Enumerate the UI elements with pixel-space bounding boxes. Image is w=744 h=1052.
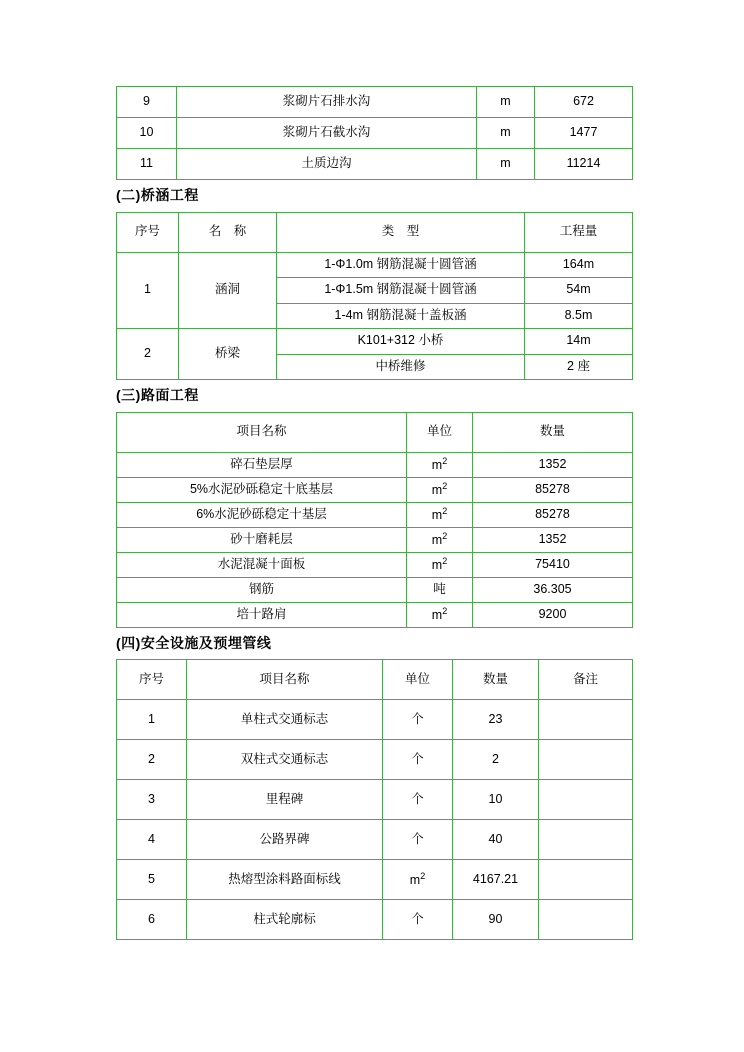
cell-qty: 36.305 — [473, 577, 633, 602]
table-row — [117, 602, 633, 627]
cell-qty: 1352 — [473, 452, 633, 477]
cell-name: 双柱式交通标志 — [187, 740, 383, 780]
cell-unit: $m^2$ — [407, 452, 473, 477]
cell-name: 公路界碑 — [187, 820, 383, 860]
cell-name: 碎石垫层厚 — [117, 452, 407, 477]
cell-unit: $m^2$ — [383, 860, 453, 900]
cell-name: 柱式轮廓标 — [187, 900, 383, 940]
table-row — [117, 577, 633, 602]
header-cell: 类 型 — [277, 212, 525, 252]
cell-qty: 11214 — [535, 149, 633, 180]
header-cell: 项目名称 — [187, 660, 383, 700]
cell-qty: 672 — [535, 87, 633, 118]
safety-table — [116, 659, 633, 940]
cell-remark — [539, 900, 633, 940]
drainage-table — [116, 86, 633, 180]
cell-name: 里程碑 — [187, 780, 383, 820]
table-row — [117, 329, 633, 355]
header-cell: 备注 — [539, 660, 633, 700]
table-row — [117, 700, 633, 740]
cell-qty: 75410 — [473, 552, 633, 577]
cell-remark — [539, 780, 633, 820]
cell-type: 1-Φ1.5m 钢筋混凝十圆管涵 — [277, 278, 525, 304]
cell-qty: 85278 — [473, 502, 633, 527]
table-row — [117, 502, 633, 527]
cell-name: 热熔型涂料路面标线 — [187, 860, 383, 900]
cell-qty: 10 — [453, 780, 539, 820]
cell-unit: 个 — [383, 700, 453, 740]
table-header-row — [117, 412, 633, 452]
cell-type: 1-4m 钢筋混凝十盖板涵 — [277, 303, 525, 329]
table-row — [117, 740, 633, 780]
table-row — [117, 252, 633, 278]
cell-no: 6 — [117, 900, 187, 940]
cell-name: 桥梁 — [179, 329, 277, 380]
cell-qty: 1352 — [473, 527, 633, 552]
cell-unit: 个 — [383, 820, 453, 860]
cell-qty: 54m — [525, 278, 633, 304]
cell-type: 1-Φ1.0m 钢筋混凝十圆管涵 — [277, 252, 525, 278]
cell-no: 4 — [117, 820, 187, 860]
cell-remark — [539, 860, 633, 900]
cell-type: K101+312 小桥 — [277, 329, 525, 355]
header-cell: 序号 — [117, 660, 187, 700]
cell-remark — [539, 700, 633, 740]
cell-name: 培十路肩 — [117, 602, 407, 627]
table-row — [117, 780, 633, 820]
cell-unit: 个 — [383, 900, 453, 940]
header-cell: 序号 — [117, 212, 179, 252]
cell-qty: 2 — [453, 740, 539, 780]
cell-type: 中桥维修 — [277, 354, 525, 380]
table-row — [117, 860, 633, 900]
cell-qty: 1477 — [535, 118, 633, 149]
table-row — [117, 900, 633, 940]
header-cell: 单位 — [407, 412, 473, 452]
cell-no: 1 — [117, 252, 179, 329]
cell-name: 钢筋 — [117, 577, 407, 602]
pavement-table — [116, 412, 633, 628]
bridge-table — [116, 212, 633, 381]
section-title-safety: (四)安全设施及预埋管线 — [116, 634, 272, 651]
cell-qty: 4167.21 — [453, 860, 539, 900]
cell-unit: 个 — [383, 740, 453, 780]
header-cell: 工程量 — [525, 212, 633, 252]
table-row — [117, 452, 633, 477]
cell-remark — [539, 820, 633, 860]
cell-remark — [539, 740, 633, 780]
table-row — [117, 149, 633, 180]
document-content — [116, 86, 632, 940]
table-row — [117, 527, 633, 552]
cell-name: 6%水泥砂砾稳定十基层 — [117, 502, 407, 527]
cell-no: 11 — [117, 149, 177, 180]
cell-unit: m — [477, 118, 535, 149]
section-title-bridge: (二)桥涵工程 — [116, 187, 199, 203]
cell-unit: m — [477, 149, 535, 180]
cell-no: 3 — [117, 780, 187, 820]
section-title-pavement: (三)路面工程 — [116, 387, 199, 404]
table-row — [117, 820, 633, 860]
table-row — [117, 118, 633, 149]
cell-unit: $m^2$ — [407, 527, 473, 552]
header-cell: 数量 — [453, 660, 539, 700]
header-cell: 名 称 — [179, 212, 277, 252]
cell-qty: 40 — [453, 820, 539, 860]
cell-name: 浆砌片石排水沟 — [177, 87, 477, 118]
cell-no: 9 — [117, 87, 177, 118]
cell-qty: 164m — [525, 252, 633, 278]
cell-unit: $m^2$ — [407, 552, 473, 577]
cell-name: 土质边沟 — [177, 149, 477, 180]
cell-name: 砂十磨耗层 — [117, 527, 407, 552]
cell-qty: 8.5m — [525, 303, 633, 329]
table-row — [117, 477, 633, 502]
cell-qty: 90 — [453, 900, 539, 940]
cell-no: 10 — [117, 118, 177, 149]
header-cell: 数量 — [473, 412, 633, 452]
cell-unit: $m^2$ — [407, 602, 473, 627]
table-row — [117, 87, 633, 118]
cell-unit: 吨 — [407, 577, 473, 602]
cell-name: 涵洞 — [179, 252, 277, 329]
header-cell: 单位 — [383, 660, 453, 700]
cell-unit: 个 — [383, 780, 453, 820]
cell-name: 5%水泥砂砾稳定十底基层 — [117, 477, 407, 502]
cell-no: 1 — [117, 700, 187, 740]
cell-qty: 9200 — [473, 602, 633, 627]
cell-qty: 14m — [525, 329, 633, 355]
cell-no: 2 — [117, 329, 179, 380]
header-cell: 项目名称 — [117, 412, 407, 452]
table-header-row — [117, 660, 633, 700]
cell-name: 浆砌片石截水沟 — [177, 118, 477, 149]
cell-qty: 2 座 — [525, 354, 633, 380]
cell-unit: $m^2$ — [407, 477, 473, 502]
table-header-row — [117, 212, 633, 252]
cell-name: 水泥混凝十面板 — [117, 552, 407, 577]
cell-no: 2 — [117, 740, 187, 780]
cell-unit: m — [477, 87, 535, 118]
cell-unit: $m^2$ — [407, 502, 473, 527]
cell-qty: 23 — [453, 700, 539, 740]
cell-name: 单柱式交通标志 — [187, 700, 383, 740]
cell-no: 5 — [117, 860, 187, 900]
table-row — [117, 552, 633, 577]
cell-qty: 85278 — [473, 477, 633, 502]
